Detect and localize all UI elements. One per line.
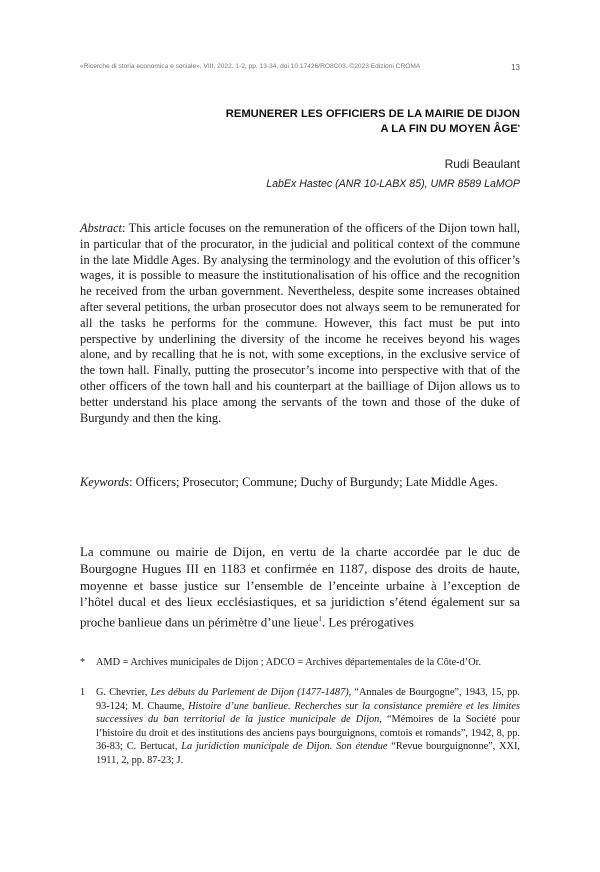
body-text-continued: . Les prérogatives bbox=[321, 615, 414, 630]
footnote-1-text bbox=[96, 686, 520, 768]
title-line-1: REMUNERER LES OFFICIERS DE LA MAIRIE DE DIJON bbox=[225, 108, 520, 120]
footnote-ref-1: 1 bbox=[318, 615, 322, 624]
abstract bbox=[80, 221, 520, 426]
fn1-part: “Revue bourguignonne”, XXI, 1911, 2, pp. 87-23; J. bbox=[96, 741, 520, 766]
title-note-mark: * bbox=[517, 125, 520, 131]
footnote-1 bbox=[80, 686, 520, 768]
keywords bbox=[80, 475, 520, 491]
footnote-star bbox=[80, 656, 520, 670]
article-title bbox=[80, 107, 520, 137]
fn1-italic-title: La juridiction municipale de Dijon. Son étendue bbox=[181, 741, 388, 753]
journal-citation: «Ricerche di storia economica e sociale», VIII, 2022, 1-2, pp. 13-34, doi 10.17426/RO8C03, ©2023 Edizioni CROMA bbox=[80, 63, 421, 70]
title-line-2 bbox=[80, 122, 520, 137]
body-paragraph bbox=[80, 544, 520, 631]
author-affiliation: LabEx Hastec (ANR 10-LABX 85), UMR 8589 LaMOP bbox=[266, 178, 520, 190]
fn1-part: G. Chevrier, bbox=[96, 687, 151, 698]
fn1-italic-title: Les débuts du Parlement de Dijon (1477-1487) bbox=[150, 687, 349, 698]
fn1-part: , “Mémoires de la Société pour l’histoire du droit et des institutions des anciens pays bourguignons, comtois et romands”, 1942, 8, pp. 36-83; C. Bertucat, bbox=[96, 714, 520, 753]
page-number: 13 bbox=[511, 63, 520, 72]
title-line-2-text: A LA FIN DU MOYEN ÂGE bbox=[380, 123, 518, 135]
body-text: La commune ou mairie de Dijon, en vertu de la charte accordée par le duc de Bourgogne Hugues III en 1183 et confirmée en 1187, dispose des droits de haute, moyenne et basse justice sur l’ensemble de l’enceinte urbaine à l’exception de l’hôtel ducal et des lieux ecclésiastiques, et sa juridiction s’étend également sur sa proche banlieue dans un périmètre d’une lieue bbox=[80, 545, 520, 630]
running-head bbox=[80, 63, 520, 72]
keywords-label: Keywords bbox=[80, 475, 130, 489]
fn1-part: , “Annales de Bourgogne”, 1943, 15, pp. 93-124; M. Chaume, bbox=[96, 687, 520, 712]
footnote-1-mark: 1 bbox=[80, 687, 86, 698]
abstract-text: : This article focuses on the remuneration of the officers of the Dijon town hall, in particular that of the procurator, in the judicial and political context of the commune in the late Middle Ages. By analysing the terminology and the evolution of this officer’s wages, it is possible to measure the institutionalisation of his office and the recognition he received from the urban government. Nevertheless, despite some increases obtained after several petitions, the urban prosecutor does not always seem to be remunerated for all the tasks he performs for the commune. However, this fact must be put into perspective by underlining the diversity of the income he receives beyond his wages alone, and by recalling that he is not, with some exceptions, in the exclusive service of the town hall. Finally, putting the prosecutor’s income into perspective with that of the other officers of the town hall and his counterpart at the bailliage of Dijon allows us to better understand his place among the servants of the town and those of the duke of Burgundy and then the king. bbox=[80, 221, 520, 425]
author-name: Rudi Beaulant bbox=[444, 157, 520, 171]
fn1-italic-title: Histoire d’une banlieue. Recherches sur la consistance première et les limites successives du ban territorial de la justice municipale de Dijon bbox=[96, 700, 520, 726]
abstract-label: Abstract bbox=[80, 221, 122, 235]
footnote-star-text: AMD = Archives municipales de Dijon ; ADCO = Archives départementales de la Côte-d’Or. bbox=[96, 657, 482, 668]
keywords-text: : Officers; Prosecutor; Commune; Duchy of Burgundy; Late Middle Ages. bbox=[129, 475, 498, 489]
footnote-star-mark: * bbox=[80, 657, 86, 668]
